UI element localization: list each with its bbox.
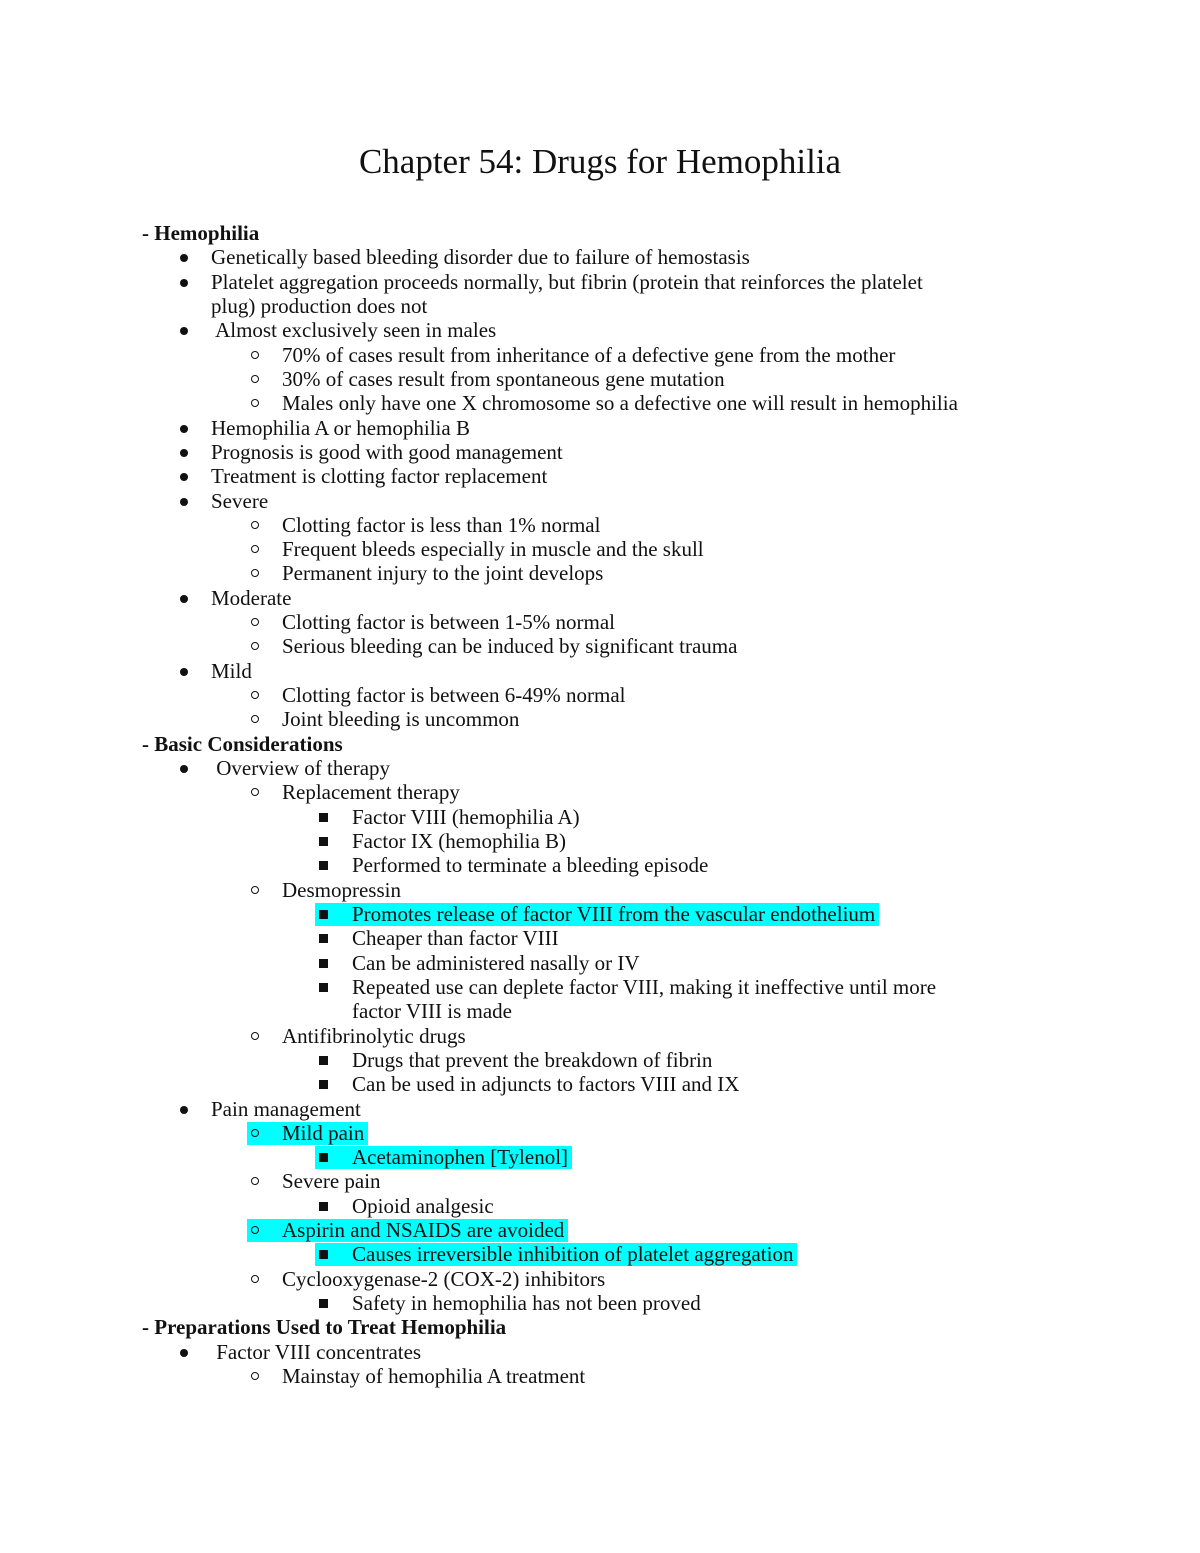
section-heading-label: Preparations Used to Treat Hemophilia bbox=[154, 1315, 507, 1340]
bullet-dot-icon bbox=[180, 473, 188, 481]
list-item-text: Mainstay of hemophilia A treatment bbox=[282, 1364, 586, 1389]
section-heading-label: Hemophilia bbox=[154, 221, 260, 245]
list-item-text: Moderate bbox=[211, 585, 292, 610]
list-item-text: Clotting factor is less than 1% normal bbox=[282, 512, 601, 537]
bullet-circle-icon bbox=[251, 1275, 259, 1283]
bullet-square-icon bbox=[319, 1153, 328, 1162]
list-item-text: Desmopressin bbox=[282, 877, 401, 902]
list-item-text: Factor IX (hemophilia B) bbox=[352, 829, 567, 853]
section-heading-prefix: - bbox=[142, 731, 155, 756]
list-item-text: 30% of cases result from spontaneous gene mutation bbox=[282, 366, 725, 391]
bullet-circle-icon bbox=[251, 351, 259, 359]
list-item-text: Can be used in adjuncts to factors VIII and IX bbox=[352, 1072, 740, 1097]
list-item-text: Can be administered nasally or IV bbox=[352, 950, 640, 975]
list-item-text: Pain management bbox=[211, 1096, 361, 1121]
list-item-text: plug) production does not bbox=[211, 293, 428, 318]
list-item-text: Severe bbox=[211, 488, 269, 513]
list-item-text: Hemophilia A or hemophilia B bbox=[211, 415, 470, 440]
bullet-dot-icon bbox=[180, 254, 188, 262]
list-item-text: Mild bbox=[211, 658, 252, 683]
list-item-text: Permanent injury to the joint develops bbox=[282, 561, 604, 586]
bullet-square-icon bbox=[319, 934, 328, 943]
bullet-dot-icon bbox=[180, 279, 188, 287]
bullet-dot-icon bbox=[180, 765, 188, 773]
bullet-square-icon bbox=[319, 1056, 328, 1065]
bullet-circle-icon bbox=[251, 1372, 259, 1380]
list-item-text: Drugs that prevent the breakdown of fibrin bbox=[352, 1047, 713, 1072]
bullet-circle-icon bbox=[251, 375, 259, 383]
list-item-text: Replacement therapy bbox=[282, 780, 460, 805]
list-item-text: Joint bleeding is uncommon bbox=[282, 707, 520, 732]
list-item-text: Cheaper than factor VIII bbox=[352, 926, 559, 951]
section-heading-prefix: - bbox=[142, 1315, 155, 1340]
bullet-circle-icon bbox=[251, 715, 259, 723]
bullet-dot-icon bbox=[180, 498, 188, 506]
bullet-dot-icon bbox=[180, 1349, 188, 1357]
list-item-text: Factor VIII concentrates bbox=[211, 1339, 422, 1364]
list-item-text: Mild pain bbox=[282, 1120, 365, 1145]
list-item-text: Repeated use can deplete factor VIII, making it ineffective until more bbox=[352, 974, 937, 999]
bullet-dot-icon bbox=[180, 595, 188, 603]
list-item-text: factor VIII is made bbox=[352, 999, 512, 1024]
section-heading-text bbox=[142, 221, 259, 245]
bullet-square-icon bbox=[319, 983, 328, 992]
bullet-circle-icon bbox=[251, 399, 259, 407]
section-heading-text bbox=[142, 1315, 506, 1339]
list-item-text: Prognosis is good with good management bbox=[211, 439, 563, 464]
bullet-square-icon bbox=[319, 1202, 328, 1211]
list-item-text: Safety in hemophilia has not been proved bbox=[352, 1291, 701, 1316]
section-heading-prefix: - bbox=[142, 221, 155, 245]
bullet-dot-icon bbox=[180, 425, 188, 433]
list-item-text: Almost exclusively seen in males bbox=[211, 318, 497, 343]
list-item-text: Opioid analgesic bbox=[352, 1193, 494, 1218]
list-item-text: Genetically based bleeding disorder due to failure of hemostasis bbox=[211, 245, 750, 270]
bullet-circle-icon bbox=[251, 618, 259, 626]
list-item-text: Acetaminophen [Tylenol] bbox=[352, 1145, 569, 1170]
bullet-dot-icon bbox=[180, 327, 188, 335]
bullet-square-icon bbox=[319, 1080, 328, 1089]
list-item-text: Promotes release of factor VIII from the vascular endothelium bbox=[352, 901, 876, 926]
bullet-square-icon bbox=[319, 837, 328, 846]
bullet-circle-icon bbox=[251, 886, 259, 894]
bullet-square-icon bbox=[319, 861, 328, 870]
bullet-circle-icon bbox=[251, 569, 259, 577]
bullet-square-icon bbox=[319, 910, 328, 919]
bullet-circle-icon bbox=[251, 521, 259, 529]
list-item-text: Factor VIII (hemophilia A) bbox=[352, 804, 580, 829]
bullet-circle-icon bbox=[251, 642, 259, 650]
bullet-circle-icon bbox=[251, 788, 259, 796]
section-heading-label: Basic Considerations bbox=[154, 731, 343, 756]
list-item-text: Frequent bleeds especially in muscle and the skull bbox=[282, 537, 704, 562]
list-item-text: Aspirin and NSAIDS are avoided bbox=[282, 1218, 565, 1243]
page-title: Chapter 54: Drugs for Hemophilia bbox=[358, 142, 842, 181]
bullet-circle-icon bbox=[251, 1129, 259, 1137]
list-item-text: Males only have one X chromosome so a defective one will result in hemophilia bbox=[282, 391, 958, 416]
list-item-text: Clotting factor is between 6-49% normal bbox=[282, 683, 626, 708]
bullet-square-icon bbox=[319, 959, 328, 968]
bullet-circle-icon bbox=[251, 1032, 259, 1040]
bullet-dot-icon bbox=[180, 449, 188, 457]
section-heading-text bbox=[142, 732, 343, 756]
list-item-text: Antifibrinolytic drugs bbox=[282, 1023, 466, 1048]
bullet-square-icon bbox=[319, 813, 328, 822]
bullet-square-icon bbox=[319, 1299, 328, 1308]
list-item-text: Overview of therapy bbox=[211, 756, 391, 781]
list-item-text: Serious bleeding can be induced by significant trauma bbox=[282, 634, 738, 659]
bullet-circle-icon bbox=[251, 545, 259, 553]
bullet-square-icon bbox=[319, 1250, 328, 1259]
list-item-text: Causes irreversible inhibition of platelet aggregation bbox=[352, 1242, 794, 1267]
list-item-text: Severe pain bbox=[282, 1169, 381, 1194]
list-item-text: 70% of cases result from inheritance of a defective gene from the mother bbox=[282, 342, 896, 367]
list-item-text: Cyclooxygenase-2 (COX-2) inhibitors bbox=[282, 1266, 606, 1291]
list-item-text: Treatment is clotting factor replacement bbox=[211, 464, 548, 489]
bullet-circle-icon bbox=[251, 1177, 259, 1185]
bullet-dot-icon bbox=[180, 668, 188, 676]
bullet-circle-icon bbox=[251, 691, 259, 699]
list-item-text: Platelet aggregation proceeds normally, but fibrin (protein that reinforces the platelet bbox=[211, 269, 923, 294]
list-item-text: Clotting factor is between 1-5% normal bbox=[282, 610, 615, 635]
list-item-text: Performed to terminate a bleeding episode bbox=[352, 853, 709, 878]
bullet-dot-icon bbox=[180, 1106, 188, 1114]
